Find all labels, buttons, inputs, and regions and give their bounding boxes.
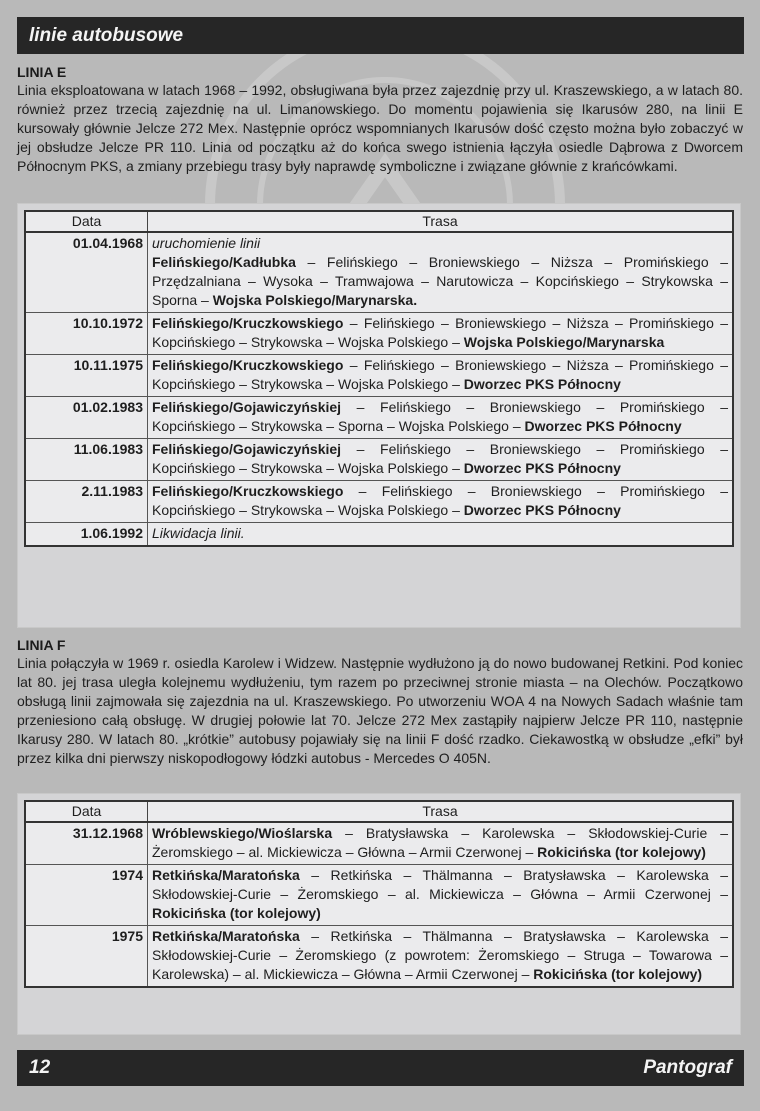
route-start-stop: Felińskiego/Kruczkowskiego bbox=[152, 357, 344, 373]
route-streets: – Felińskiego – Broniewskiego – Promińskiego – Kopcińskiego – Strykowska – Wojska Polskiego – bbox=[152, 441, 728, 476]
page-footer-bar bbox=[17, 1050, 744, 1086]
route-end-stop: Rokicińska (tor kolejowy) bbox=[533, 966, 703, 982]
column-header-date: Data bbox=[25, 801, 148, 822]
column-header-route: Trasa bbox=[148, 211, 734, 232]
row-route bbox=[148, 355, 734, 397]
linia-f-route-table bbox=[24, 800, 734, 988]
linia-f-paragraph: Linia połączyła w 1969 r. osiedla Karolew i Widzew. Następnie wydłużono ją do nowo budowanej Retkini. Pod koniec lat 80. jej trasa uległa kolejnemu wydłużeniu, tym razem po przeciwnej stronie miasta – na Olechów. Początkowo obsługą linii zajmowała się zajezdnia na ul. Kraszewskiego. Po utworzeniu WOA 4 na Nowych Sadach właśnie tam przeniesiono całą obsługę. W drugiej połowie lat 70. Jelcze 272 Mex zastąpiły najpierw Jelcze PR 110, następnie Ikarusy 280. W latach 80. „krótkie” autobusy pojawiały się na linii F dość rzadko. Ciekawostką w obsłudze „efki” był przez kilka dni pierwszy niskopodłogowy łódzki autobus - Mercedes O 405N. bbox=[17, 655, 743, 766]
route-note: uruchomienie linii bbox=[152, 235, 261, 251]
linia-f-table-frame bbox=[17, 793, 741, 1035]
route-note: Likwidacja linii. bbox=[152, 525, 245, 541]
route-start-stop: Retkińska/Maratońska bbox=[152, 928, 300, 944]
row-route bbox=[148, 822, 734, 865]
row-date: 31.12.1968 bbox=[25, 822, 148, 865]
route-end-stop: Wojska Polskiego/Marynarska. bbox=[212, 292, 418, 308]
row-date: 1974 bbox=[25, 865, 148, 926]
row-route bbox=[148, 523, 734, 547]
route-streets: – Retkińska – Thälmanna – Bratysławska – Karolewska – Skłodowskiej-Curie – Żeromskiego (z powrotem: Żeromskiego – Struga – Towarowa – Karolewska) – al. Mickiewicza – Główna – Armii Czerwonej – bbox=[152, 928, 728, 982]
linia-e-table-frame bbox=[17, 203, 741, 628]
route-streets: – Felińskiego – Broniewskiego – Promińskiego – Kopcińskiego – Strykowska – Wojska Polskiego – bbox=[152, 483, 728, 518]
row-route bbox=[148, 313, 734, 355]
route-start-stop: Felińskiego/Kruczkowskiego bbox=[152, 483, 344, 499]
linia-e-paragraph: Linia eksploatowana w latach 1968 – 1992, obsługiwana była przez zajezdnię przy ul. Kraszewskiego, a w latach 80. również przez trzecią zajezdnię na ul. Limanowskiego. Do momentu pojawienia się Ikarusów 280, na linii E kursowały głównie Jelcze 272 Mex. Następnie oprócz wspomnianych Ikarusów dość często można było zobaczyć w jej obsłudze Jelcze PR 110. Linia od początku aż do końca swego istnienia łączyła osiedle Dąbrowa z Dworcem Północnym PKS, a zmiany przebiegu trasy były naprawdę symboliczne i związane głównie z krańcówkami. bbox=[17, 82, 743, 174]
route-start-stop: Felińskiego/Gojawiczyńskiej bbox=[152, 441, 342, 457]
route-end-stop: Dworzec PKS Północny bbox=[524, 418, 682, 434]
table-row bbox=[25, 313, 733, 355]
route-end-stop: Dworzec PKS Północny bbox=[463, 502, 621, 518]
route-end-stop: Dworzec PKS Północny bbox=[463, 460, 621, 476]
row-date: 1.06.1992 bbox=[25, 523, 148, 547]
route-streets: – Felińskiego – Broniewskiego – Niższa – Promińskiego – Kopcińskiego – Strykowska – Wojska Polskiego – bbox=[152, 315, 728, 350]
row-date: 01.04.1968 bbox=[25, 232, 148, 313]
row-date: 11.06.1983 bbox=[25, 439, 148, 481]
row-date: 10.10.1972 bbox=[25, 313, 148, 355]
section-title: linie autobusowe bbox=[29, 25, 184, 46]
table-row bbox=[25, 232, 733, 313]
magazine-name: Pantograf bbox=[643, 1057, 732, 1078]
route-end-stop: Wojska Polskiego/Marynarska bbox=[463, 334, 665, 350]
row-route bbox=[148, 481, 734, 523]
linia-e-route-table bbox=[24, 210, 734, 547]
row-route bbox=[148, 232, 734, 313]
route-start-stop: Felińskiego/Kadłubka bbox=[152, 254, 296, 270]
route-streets: – Felińskiego – Broniewskiego – Niższa – Promińskiego – Przędzalniana – Wysoka – Tramwajowa – Narutowicza – Kopcińskiego – Strykowska – Sporna – bbox=[152, 254, 728, 308]
table-row bbox=[25, 865, 733, 926]
route-streets: – Felińskiego – Broniewskiego – Promińskiego – Kopcińskiego – Strykowska – Sporna – Wojska Polskiego – bbox=[152, 399, 728, 434]
table-row bbox=[25, 397, 733, 439]
table-row bbox=[25, 523, 733, 547]
row-date: 10.11.1975 bbox=[25, 355, 148, 397]
table-row bbox=[25, 822, 733, 865]
route-streets: – Bratysławska – Karolewska – Skłodowskiej-Curie – Żeromskiego – al. Mickiewicza – Główna – Armii Czerwonej – bbox=[152, 825, 728, 860]
route-start-stop: Felińskiego/Gojawiczyńskiej bbox=[152, 399, 342, 415]
route-start-stop: Felińskiego/Kruczkowskiego bbox=[152, 315, 344, 331]
route-end-stop: Dworzec PKS Północny bbox=[463, 376, 621, 392]
route-start-stop: Retkińska/Maratońska bbox=[152, 867, 300, 883]
route-start-stop: Wróblewskiego/Wioślarska bbox=[152, 825, 333, 841]
table-row bbox=[25, 355, 733, 397]
linia-e-heading: LINIA E bbox=[17, 64, 67, 80]
row-date: 1975 bbox=[25, 926, 148, 988]
route-streets: – Retkińska – Thälmanna – Bratysławska – Karolewska – Skłodowskiej-Curie – Żeromskiego – al. Mickiewicza – Główna – Armii Czerwonej – bbox=[152, 867, 728, 902]
route-end-stop: Rokicińska (tor kolejowy) bbox=[537, 844, 706, 860]
route-streets: – Felińskiego – Broniewskiego – Niższa – Promińskiego – Kopcińskiego – Strykowska – Wojska Polskiego – bbox=[152, 357, 728, 392]
row-route bbox=[148, 865, 734, 926]
route-end-stop: Rokicińska (tor kolejowy) bbox=[152, 905, 321, 921]
row-date: 2.11.1983 bbox=[25, 481, 148, 523]
row-route bbox=[148, 397, 734, 439]
page-number: 12 bbox=[29, 1057, 51, 1078]
section-header-bar bbox=[17, 17, 744, 54]
column-header-date: Data bbox=[25, 211, 148, 232]
linia-f-heading: LINIA F bbox=[17, 637, 66, 653]
column-header-route: Trasa bbox=[148, 801, 734, 822]
table-row bbox=[25, 926, 733, 988]
linia-f-section bbox=[17, 636, 743, 768]
row-route bbox=[148, 439, 734, 481]
table-row bbox=[25, 481, 733, 523]
linia-e-section bbox=[17, 63, 743, 176]
table-row bbox=[25, 439, 733, 481]
row-date: 01.02.1983 bbox=[25, 397, 148, 439]
row-route bbox=[148, 926, 734, 988]
